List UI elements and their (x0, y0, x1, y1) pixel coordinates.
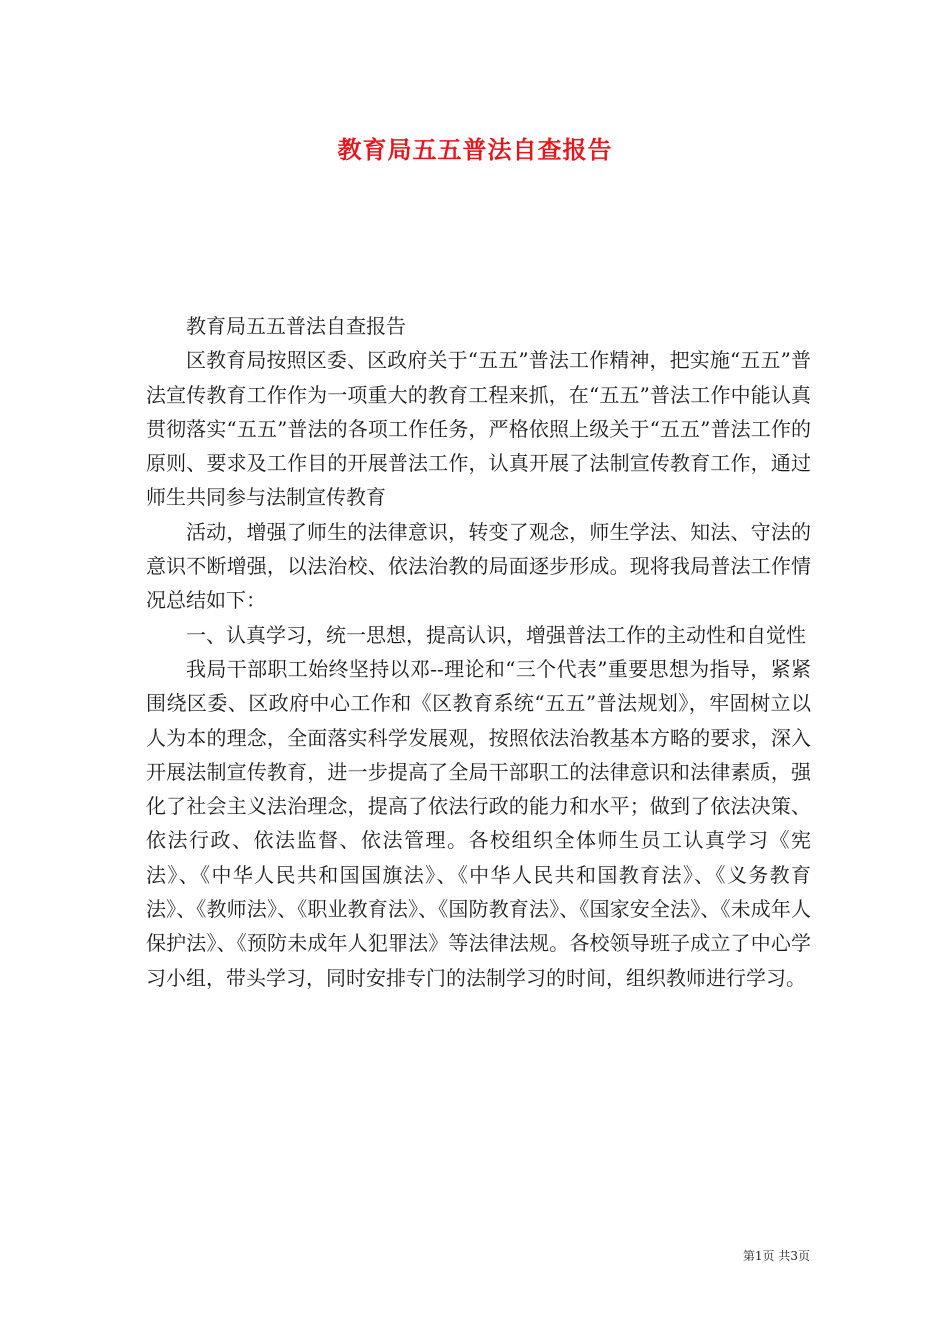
document-body (146, 309, 811, 995)
page-suffix: 页 (797, 1249, 810, 1263)
page-prefix: 第 (742, 1249, 755, 1263)
document-title: 教育局五五普法自查报告 (337, 135, 613, 164)
paragraph-section-1: 我局干部职工始终坚持以邓--理论和“三个代表”重要思想为指导，紧紧围绕区委、区政府中心工作和《区教育系统“五五”普法规划》，牢固树立以人为本的理念，全面落实科学发展观，按照依法治教基本方略的要求，深入开展法制宣传教育，进一步提高了全局干部职工的法律意识和法律素质，强化了社会主义法治理念，提高了依法行政的能力和水平；做到了依法决策、依法行政、依法监督、依法管理。各校组织全体师生员工认真学习《宪法》、《中华人民共和国国旗法》、《中华人民共和国教育法》、《义务教育法》、《教师法》、《职业教育法》、《国防教育法》、《国家安全法》、《未成年人保护法》、《预防未成年人犯罪法》等法律法规。各校领导班子成立了中心学习小组，带头学习，同时安排专门的法制学习的时间，组织教师进行学习。 (146, 656, 811, 990)
page-middle: 页 共 (762, 1249, 791, 1263)
current-page: 1 (754, 1249, 763, 1263)
paragraph-subtitle: 教育局五五普法自查报告 (186, 314, 406, 338)
section-heading-1: 一、认真学习，统一思想，提高认识，增强普法工作的主动性和自觉性 (186, 622, 806, 647)
paragraph-intro: 区教育局按照区委、区政府关于“五五”普法工作精神，把实施“五五”普法宣传教育工作作为一项重大的教育工程来抓，在“五五”普法工作中能认真贯彻落实“五五”普法的各项工作任务，严格依照上级关于“五五”普法工作的原则、要求及工作目的开展普法工作，认真开展了法制宣传教育工作，通过师生共同参与法制宣传教育 (146, 348, 811, 510)
total-pages: 3 (790, 1249, 798, 1263)
page-number (743, 1248, 810, 1264)
paragraph-continuation: 活动，增强了师生的法律意识，转变了观念，师生学法、知法、守法的意识不断增强，以法治校、依法治教的局面逐步形成。现将我局普法工作情况总结如下： (146, 519, 811, 613)
